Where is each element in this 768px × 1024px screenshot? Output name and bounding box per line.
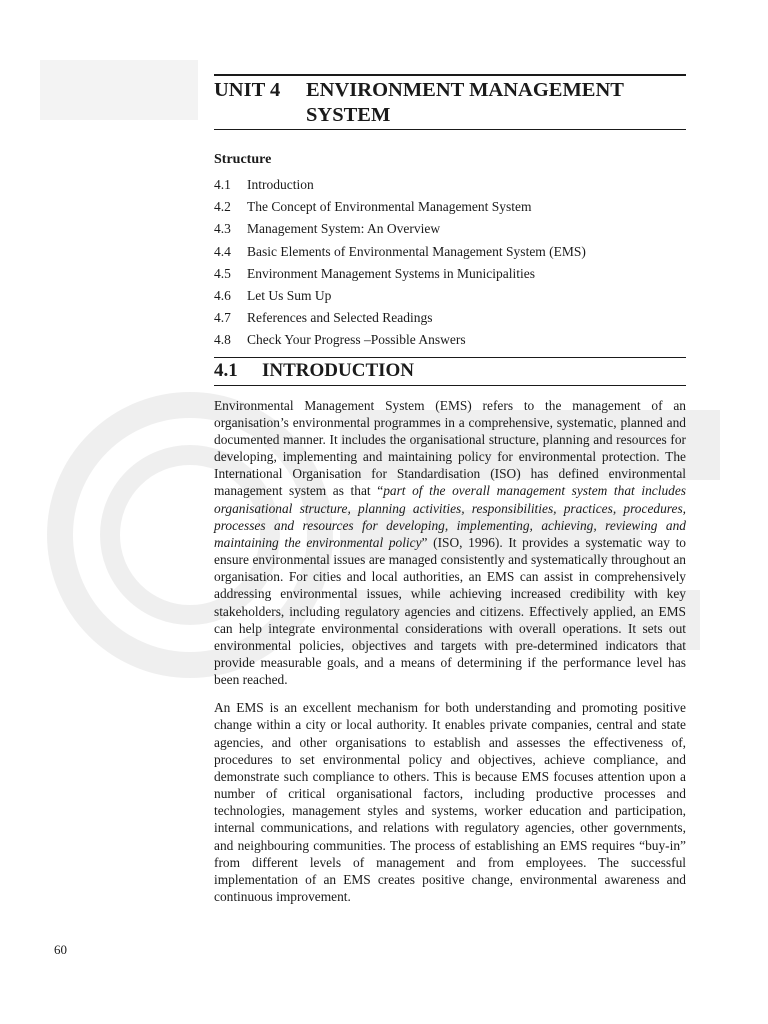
page-number: 60 (54, 942, 67, 957)
toc-text: The Concept of Environmental Management System (247, 199, 532, 215)
toc-number: 4.6 (214, 288, 231, 304)
toc-text: Introduction (247, 177, 314, 192)
toc-item (214, 285, 686, 307)
unit-title-text (306, 78, 624, 128)
section-title: INTRODUCTION (262, 359, 415, 381)
toc-text: References and Selected Readings (247, 310, 433, 326)
paragraph-1-end: ” (ISO, 1996). It provides a systematic way to ensure environmental issues are managed consistently and systematically throughout an organisation. For cities and local authorities, an EMS can assist in comprehensively addressing environmental issues, while achieving increased credibility with key stakeholders, including regulatory agencies and citizens. Effectively applied, an EMS can help integrate environmental considerations with overall operations. It sets out environmental policies, objectives and targets with pre-determined indicators that provide measurable goals, and a means of determining if the performance level has been reached. (214, 534, 686, 688)
toc-number: 4.4 (214, 243, 231, 259)
corner-shade (40, 60, 198, 120)
toc-item (214, 196, 686, 218)
toc-number: 4.3 (214, 221, 231, 237)
toc-item (214, 329, 686, 351)
toc-item (214, 307, 686, 329)
toc-number: 4.5 (214, 265, 231, 281)
unit-title-line1: ENVIRONMENT MANAGEMENT (306, 79, 624, 101)
toc-item (214, 218, 686, 240)
section-heading (214, 358, 686, 383)
toc-text: Management System: An Overview (247, 221, 441, 237)
toc-text: Let Us Sum Up (247, 288, 332, 304)
toc-number: 4.2 (214, 199, 231, 215)
structure-list (214, 174, 686, 352)
paragraph-2: An EMS is an excellent mechanism for both understanding and promoting positive change within a city or local authority. It enables private companies, central and state agencies, and other organisations to establish and assesses the effectiveness of, procedures to set environmental policy and objectives, achieve compliance, and demonstrate such compliance to others. This is because EMS focuses attention upon a number of critical organisational factors, including productive processes and technologies, management styles and systems, worker education and participation, internal communications, and relations with regulatory agencies, other governments, and neighbouring communities. The process of establishing an EMS requires “buy-in” from different levels of management and from employees. The successful implementation of an EMS creates positive change, environmental awareness and continuous improvement. (214, 700, 686, 904)
toc-text: Basic Elements of Environmental Management System (EMS) (247, 243, 586, 259)
toc-number: 4.1 (214, 177, 231, 192)
iso-definition-quote: part of the overall management system that includes organisational structure, planning activities, responsibilities, practices, procedures, processes and resources for developing, implementing, achieving, reviewing and maintaining the environmental policy (214, 483, 686, 550)
unit-title (214, 76, 686, 129)
paragraph-1-start: Environmental Management System (EMS) refers to the management of an organisation’s environmental programmes in a comprehensive, systematic, planned and documented manner. It includes the organisational structure, planning and resources for developing, implementing and maintaining policy for environmental protection. The International Organisation for Standardisation (ISO) has defined environmental management system as that “ (214, 397, 686, 499)
toc-text: Check Your Progress –Possible Answers (247, 332, 466, 348)
toc-item (214, 174, 686, 196)
unit-number: UNIT 4 (214, 79, 281, 101)
unit-title-line2: SYSTEM (306, 104, 391, 126)
toc-number: 4.7 (214, 310, 231, 326)
toc-text: Environment Management Systems in Municipalities (247, 265, 535, 281)
toc-item (214, 263, 686, 285)
structure-heading: Structure (214, 152, 272, 167)
title-bottom-rule (214, 129, 686, 130)
toc-number: 4.8 (214, 332, 231, 348)
page-content (214, 74, 686, 905)
toc-item (214, 241, 686, 263)
section-bottom-rule (214, 385, 686, 386)
paragraph-1 (214, 397, 686, 689)
section-number: 4.1 (214, 359, 238, 381)
